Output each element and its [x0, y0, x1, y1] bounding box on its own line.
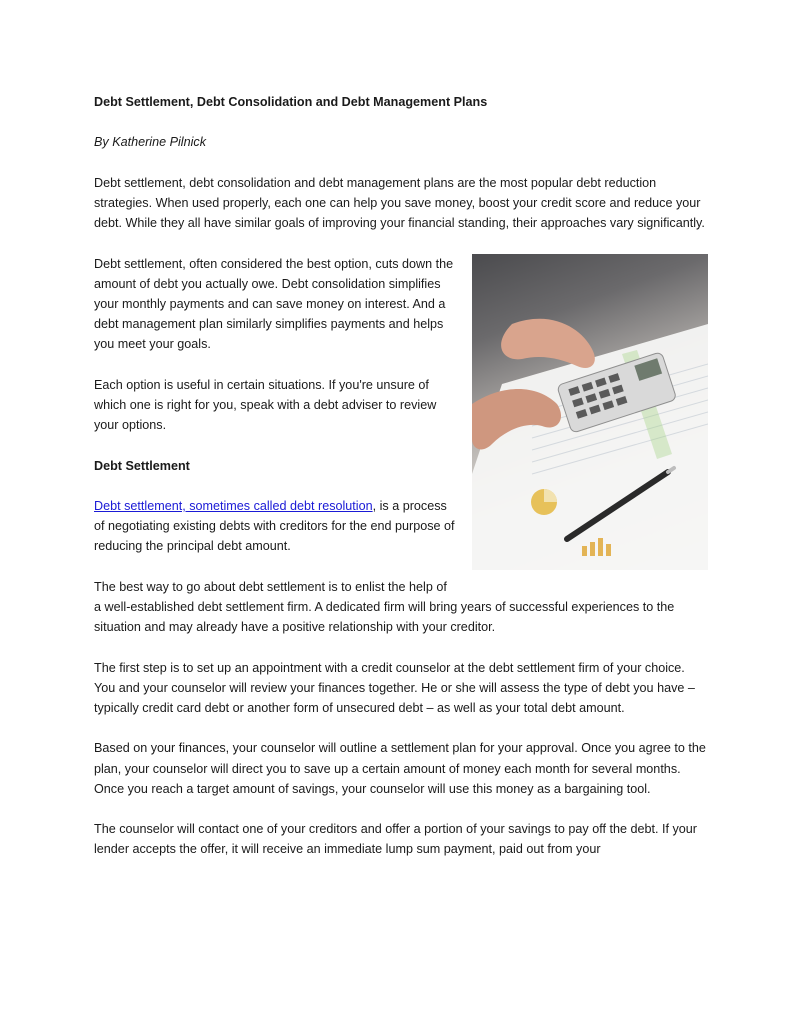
calculator-photo	[472, 254, 708, 570]
settlement-plan-paragraph: Based on your finances, your counselor will outline a settlement plan for your approval. Once you agree to the plan, your counselor will direct you to save up a certain amount of money each month for several months. Once you reach a target amount of savings, your counselor will use this money as a bargaining tool.	[94, 741, 706, 796]
document-title: Debt Settlement, Debt Consolidation and Debt Management Plans	[94, 95, 488, 109]
intro-paragraph: Debt settlement, debt consolidation and debt management plans are the most popular debt reduction strategies. When used properly, each one can help you save money, boost your credit score and reduce your debt. While they all have similar goals of improving your financial standing, their approaches vary significantly.	[94, 175, 705, 231]
counselor-contact-paragraph: The counselor will contact one of your creditors and offer a portion of your savings to pay off the debt. If your lender accepts the offer, it will receive an immediate lump sum payment, paid out from your	[94, 822, 697, 857]
document-body	[94, 92, 708, 880]
section-heading-debt-settlement: Debt Settlement	[94, 458, 190, 473]
first-step-paragraph: The first step is to set up an appointment with a credit counselor at the debt settlement firm of your choice. You and your counselor will review your finances together. He or she will assess the type of debt you have – typically credit card debt or another form of unsecured debt – as well as your total debt amount.	[94, 660, 695, 715]
author-byline: By Katherine Pilnick	[94, 135, 206, 150]
options-paragraph: Each option is useful in certain situations. If you're unsure of which one is right for you, speak with a debt adviser to review your options.	[94, 377, 437, 433]
debt-resolution-link[interactable]: Debt settlement, sometimes called debt resolution	[94, 498, 373, 513]
calculator-photo-illustration	[472, 254, 708, 570]
overview-paragraph: Debt settlement, often considered the best option, cuts down the amount of debt you actually owe. Debt consolidation simplifies your monthly payments and can save money on interest. And a debt management plan similarly simplifies payments and helps you meet your goals.	[94, 256, 454, 352]
definition-text: , is a process of negotiating existing debts with creditors for the end purpose of reducing the principal debt amount.	[94, 498, 455, 554]
firm-paragraph: The best way to go about debt settlement is to enlist the help of a well-established debt settlement firm. A dedicated firm will bring years of successful experiences to the situation and may already have a positive relationship with your creditor.	[94, 579, 675, 635]
